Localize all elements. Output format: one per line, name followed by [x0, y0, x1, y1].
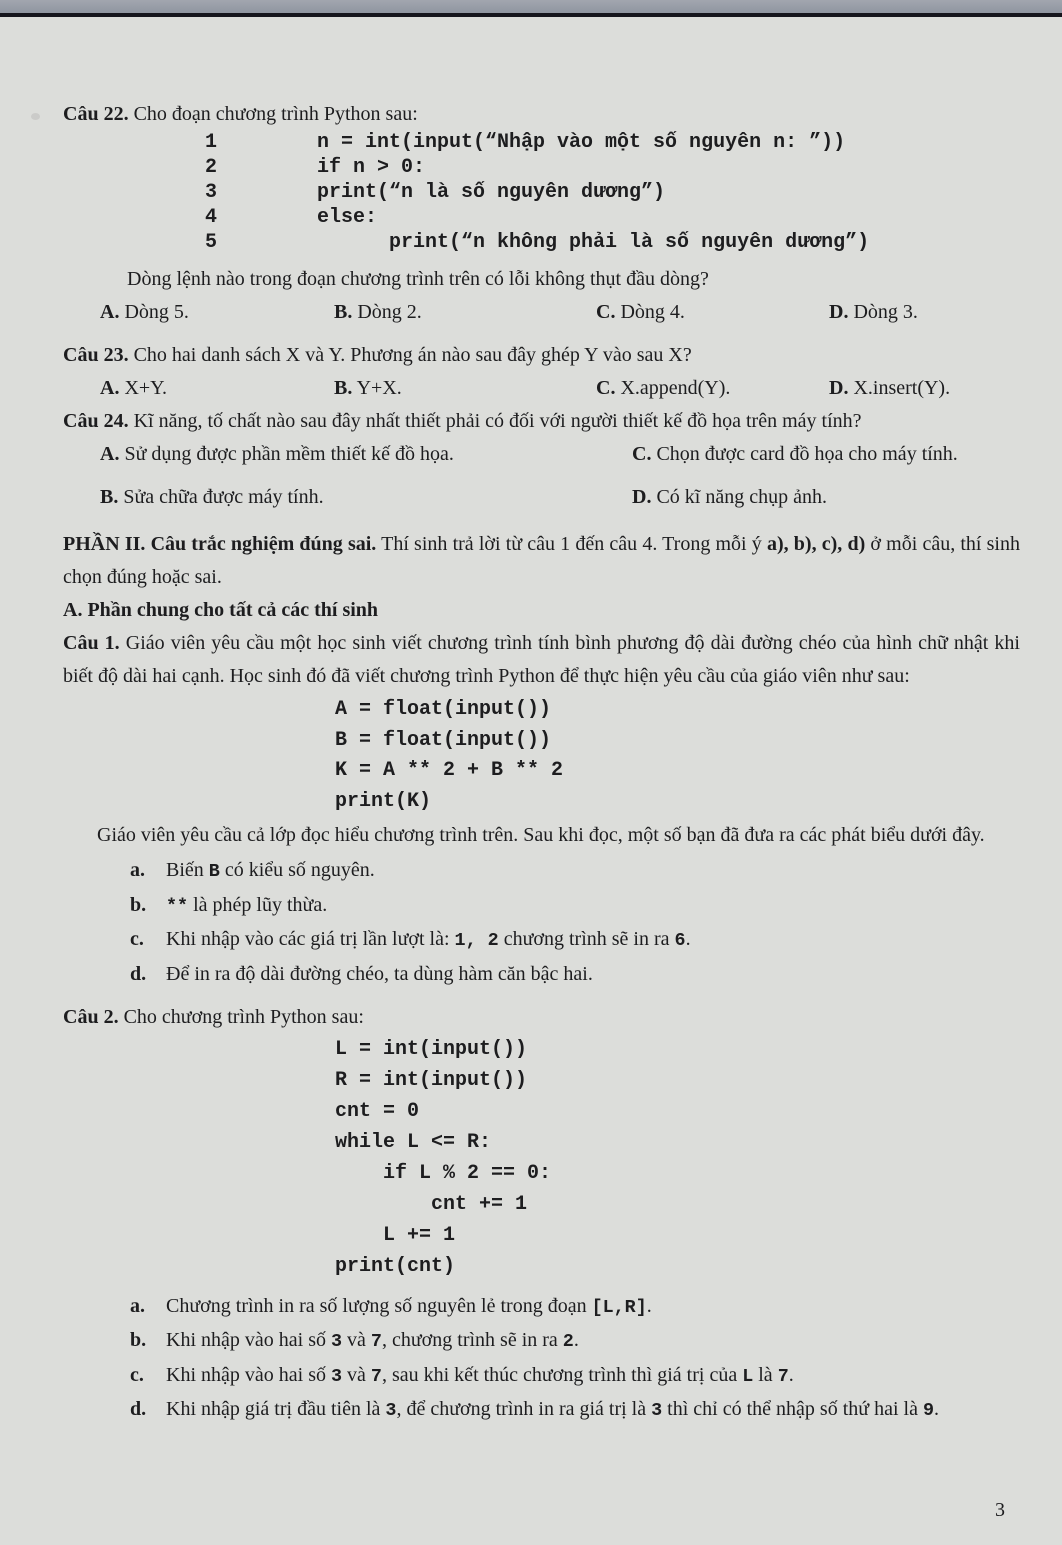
statement-text: Biến B có kiểu số nguyên. [166, 859, 375, 882]
option-text: Dòng 3. [848, 301, 918, 323]
code-line [0, 155, 1062, 180]
statement-label: c. [130, 1363, 144, 1386]
statement-text: Khi nhập vào các giá trị lần lượt là: 1, 2 chương trình sẽ in ra 6. [166, 928, 691, 951]
page-content [0, 17, 1062, 1432]
code-line-text: n = int(input(“Nhập vào một số nguyên n: ”)) [317, 131, 846, 154]
code-line-number: 2 [205, 156, 218, 179]
option-text: Chọn được card đồ họa cho máy tính. [651, 443, 958, 465]
option-text: Y+X. [352, 377, 402, 399]
option-d [632, 481, 827, 514]
option-text: Dòng 4. [615, 301, 685, 323]
code-line: print(cnt) [335, 1254, 456, 1278]
code-line-text: if n > 0: [317, 156, 426, 179]
question-24-options-row2 [0, 481, 1062, 514]
question-2-intro: Cho chương trình Python sau: [118, 1005, 364, 1028]
question-22-code-block [0, 130, 1062, 255]
code-line [0, 230, 1062, 255]
question-1-note: Giáo viên yêu cầu cả lớp đọc hiểu chương trình trên. Sau khi đọc, một số bạn đã đưa ra các phát biểu dưới đây. [97, 824, 985, 846]
statement-label: d. [130, 962, 147, 985]
question-23-heading [0, 339, 1062, 372]
code-line: print(K) [335, 789, 432, 813]
code-line [0, 205, 1062, 230]
option-label: D. [829, 301, 849, 323]
option-label: C. [632, 443, 652, 465]
question-1-label: Câu 1. [63, 632, 120, 654]
question-22-heading [0, 100, 1062, 128]
question-1-intro: Giáo viên yêu cầu một học sinh viết chương trình tính bình phương độ dài đường chéo của hình chữ nhật khi biết độ dài hai cạnh. Học sinh đó đã viết chương trình Python để thực hiện yêu cầu của giáo viên như sau: [63, 632, 1020, 687]
statement-text: Để in ra độ dài đường chéo, ta dùng hàm căn bậc hai. [166, 962, 593, 985]
statement-text: Khi nhập giá trị đầu tiên là 3, để chương trình in ra giá trị là 3 thì chỉ có thể nhập số thứ hai là 9. [166, 1398, 939, 1421]
question-24-label: Câu 24. [63, 410, 129, 432]
statement-d [0, 962, 1062, 987]
question-1-statements [0, 858, 1062, 987]
question-22-label: Câu 22. [63, 103, 129, 125]
option-a [100, 296, 334, 329]
statement-label: c. [130, 928, 144, 950]
option-text: X.append(Y). [615, 377, 731, 399]
statement-b [0, 893, 1062, 919]
option-label: B. [334, 301, 353, 323]
code-line: R = int(input()) [335, 1068, 528, 1092]
option-b [334, 372, 596, 405]
code-line: cnt += 1 [335, 1192, 528, 1216]
option-label: A. [100, 443, 120, 465]
part2-section-a: A. Phần chung cho tất cả các thí sinh [63, 599, 379, 621]
statement-label: a. [130, 859, 145, 881]
code-line-number: 3 [205, 181, 218, 204]
code-line-text: print(“n là số nguyên dương”) [317, 181, 666, 204]
code-line [0, 180, 1062, 205]
scan-top-band [0, 0, 1062, 13]
statement-b [0, 1328, 1062, 1354]
option-label: B. [100, 486, 119, 508]
statement-label: a. [130, 1294, 145, 1317]
code-line-number: 5 [205, 231, 218, 254]
statement-a [0, 1294, 1062, 1320]
option-label: D. [632, 486, 652, 508]
statement-text: ** là phép lũy thừa. [166, 893, 328, 917]
code-line: while L <= R: [335, 1130, 492, 1154]
question-24-heading [0, 405, 1062, 438]
statement-label: b. [130, 1329, 147, 1351]
question-2-label: Câu 2. [63, 1005, 119, 1028]
option-label: B. [334, 377, 353, 399]
option-text: X.insert(Y). [848, 377, 951, 399]
option-a [100, 438, 632, 471]
code-line: B = float(input()) [335, 728, 552, 752]
page-number: 3 [995, 1499, 1005, 1521]
option-text: Có kĩ năng chụp ảnh. [651, 486, 827, 508]
option-a [100, 372, 334, 405]
statement-label: d. [130, 1398, 147, 1420]
question-23-label: Câu 23. [63, 344, 129, 366]
question-22-options [0, 296, 1062, 329]
option-d [829, 296, 918, 329]
statement-a [0, 858, 1062, 884]
option-d [829, 372, 950, 405]
part2-intro: PHẦN II. Câu trắc nghiệm đúng sai. Thí sinh trả lời từ câu 1 đến câu 4. Trong mỗi ý a), b), c), d) ở mỗi câu, thí sinh chọn đúng hoặc sai. [63, 533, 1020, 588]
option-label: C. [596, 301, 616, 323]
statement-label: b. [130, 893, 147, 916]
question-2-statements [0, 1294, 1062, 1424]
option-text: Sử dụng được phần mềm thiết kế đồ họa. [119, 443, 454, 465]
option-label: A. [100, 301, 120, 323]
question-2-heading [0, 1001, 1062, 1034]
question-23-options [0, 372, 1062, 405]
option-label: A. [100, 377, 120, 399]
question-22-prompt: Dòng lệnh nào trong đoạn chương trình trên có lỗi không thụt đầu dòng? [127, 268, 709, 290]
option-text: X+Y. [119, 377, 168, 399]
question-23-intro: Cho hai danh sách X và Y. Phương án nào sau đây ghép Y vào sau X? [128, 344, 692, 366]
option-text: Sửa chữa được máy tính. [118, 486, 324, 508]
statement-c [0, 927, 1062, 953]
statement-c [0, 1363, 1062, 1389]
code-line-number: 4 [205, 206, 218, 229]
question-2-code-block [0, 1034, 1062, 1282]
option-text: Dòng 2. [352, 301, 422, 323]
code-line: L = int(input()) [335, 1037, 528, 1061]
option-c [596, 296, 829, 329]
code-line: if L % 2 == 0: [335, 1161, 552, 1185]
question-24-intro: Kĩ năng, tố chất nào sau đây nhất thiết phải có đối với người thiết kế đồ họa trên máy tính? [128, 410, 862, 432]
question-1-paragraph [63, 627, 1020, 693]
option-b [100, 481, 632, 514]
statement-text: Khi nhập vào hai số 3 và 7, sau khi kết thúc chương trình thì giá trị của L là 7. [166, 1363, 794, 1387]
question-22-intro: Cho đoạn chương trình Python sau: [128, 103, 418, 125]
question-24-options-row1 [0, 438, 1062, 471]
option-text: Dòng 5. [119, 301, 189, 323]
code-line: L += 1 [335, 1223, 456, 1247]
statement-text: Khi nhập vào hai số 3 và 7, chương trình sẽ in ra 2. [166, 1329, 579, 1352]
option-b [334, 296, 596, 329]
statement-d [0, 1397, 1062, 1423]
code-line: cnt = 0 [335, 1099, 420, 1123]
option-label: C. [596, 377, 616, 399]
option-label: D. [829, 377, 849, 399]
code-line-number: 1 [205, 131, 218, 154]
question-1-code-block [0, 695, 1062, 817]
code-line-text: print(“n không phải là số nguyên dương”) [317, 231, 870, 254]
option-c [632, 438, 958, 471]
code-line: A = float(input()) [335, 698, 552, 721]
code-line [0, 130, 1062, 155]
code-line: K = A ** 2 + B ** 2 [335, 759, 564, 782]
code-line-text: else: [317, 206, 378, 229]
statement-text: Chương trình in ra số lượng số nguyên lẻ trong đoạn [L,R]. [166, 1294, 652, 1318]
option-c [596, 372, 829, 405]
